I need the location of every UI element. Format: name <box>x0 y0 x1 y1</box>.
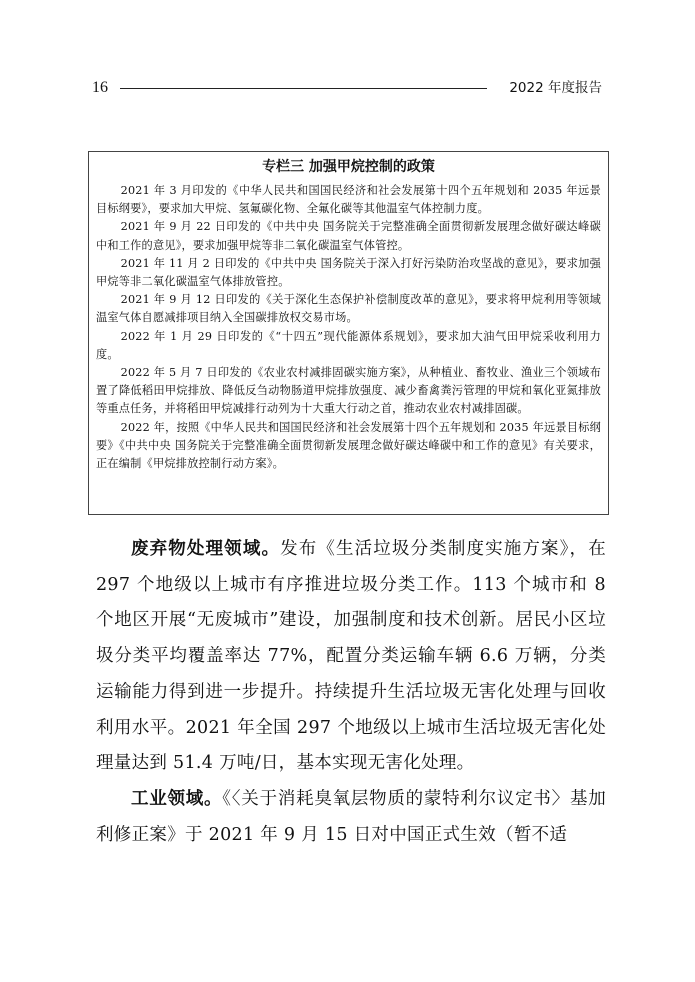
body-text <box>96 532 606 853</box>
waste-text: 发布《生活垃圾分类制度实施方案》，在 297 个地级以上城市有序推进垃圾分类工作。113 个城市和 8 个地区开展“无废城市”建设，加强制度和技术创新。居民小区垃圾分类平均覆盖率达 77%，配置分类运输车辆 6.6 万辆，分类运输能力得到进一步提升。持续提升生活垃圾无害化处理与回收利用水平。2021 年全国 297 个地级以上城市生活垃圾无害化处理量达到 51.4 万吨/日，基本实现无害化处理。 <box>96 539 606 774</box>
box-paragraph: 2022 年，按照《中华人民共和国国民经济和社会发展第十四个五年规划和 2035 年远景目标纲要》《中共中央 国务院关于完整准确全面贯彻新发展理念做好碳达峰碳中和工作的意见》有关要求，正在编制《甲烷排放控制行动方案》。 <box>96 420 601 471</box>
industry-lead: 工业领域。 <box>131 788 223 809</box>
box-paragraph: 2022 年 5 月 7 日印发的《农业农村减排固碳实施方案》，从种植业、畜牧业、渔业三个领域布置了降低稻田甲烷排放、降低反刍动物肠道甲烷排放强度、减少畜禽粪污管理的甲烷和氧化亚氮排放等重点任务，并将稻田甲烷减排行动列为十大重大行动之首，推动农业农村减排固碳。 <box>96 366 601 416</box>
page-number: 16 <box>92 79 108 96</box>
waste-lead: 废弃物处理领域。 <box>131 539 281 559</box>
waste-paragraph <box>96 532 606 782</box>
report-title: 2022 年度报告 <box>509 80 602 96</box>
page-header <box>92 78 602 98</box>
methane-policy-box <box>88 151 609 515</box>
box-paragraph: 2021 年 9 月 22 日印发的《中共中央 国务院关于完整准确全面贯彻新发展理念做好碳达峰碳中和工作的意见》，要求加强甲烷等非二氧化碳温室气体管控。 <box>96 220 601 252</box>
box-paragraph: 2021 年 3 月印发的《中华人民共和国国民经济和社会发展第十四个五年规划和 2035 年远景目标纲要》，要求加大甲烷、氢氟碳化物、全氟化碳等其他温室气体控制力度。 <box>96 184 601 216</box>
industry-paragraph <box>96 782 606 853</box>
box-paragraph: 2021 年 9 月 12 日印发的《关于深化生态保护补偿制度改革的意见》，要求将甲烷利用等领域温室气体自愿减排项目纳入全国碳排放权交易市场。 <box>96 293 601 325</box>
header-rule <box>120 88 487 89</box>
industry-text: 《〈关于消耗臭氧层物质的蒙特利尔议定书〉基加利修正案》于 2021 年 9 月 15 日对中国正式生效（暂不适 <box>96 788 606 845</box>
box-title: 专栏三 加强甲烷控制的政策 <box>262 159 435 175</box>
box-paragraph: 2021 年 11 月 2 日印发的《中共中央 国务院关于深入打好污染防治攻坚战的意见》，要求加强甲烷等非二氧化碳温室气体排放管控。 <box>96 256 601 289</box>
box-paragraph: 2022 年 1 月 29 日印发的《“十四五”现代能源体系规划》，要求加大油气田甲烷采收利用力度。 <box>96 329 601 361</box>
